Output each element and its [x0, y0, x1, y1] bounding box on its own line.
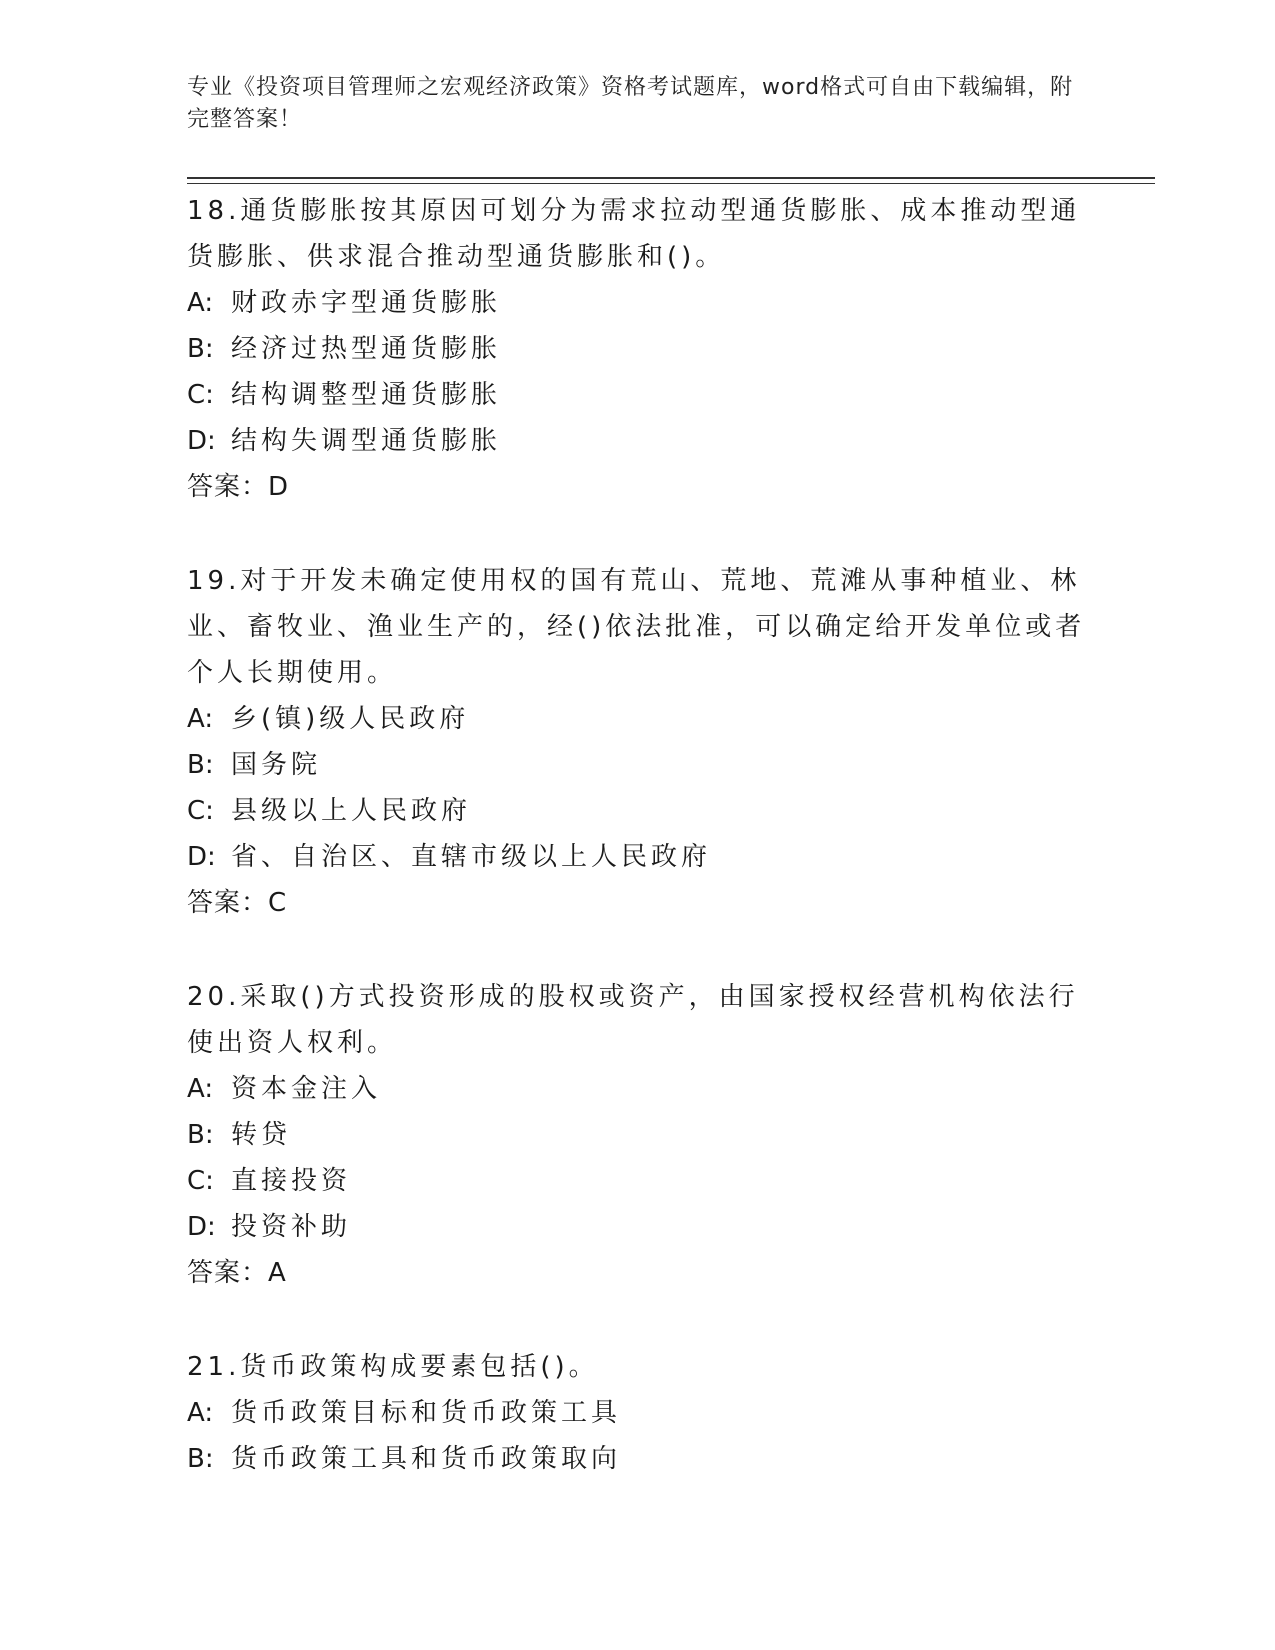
option-b: [187, 1112, 1087, 1158]
option-text: 省、自治区、直辖市级以上人民政府: [231, 842, 712, 872]
option-letter: A:: [187, 288, 214, 318]
question-stem: 20.采取()方式投资形成的股权或资产，由国家授权经营机构依法行使出资人权利。: [187, 982, 1079, 1058]
option-c: [187, 788, 1087, 834]
option-d: [187, 834, 1087, 880]
option-letter: B:: [187, 750, 214, 780]
option-letter: A:: [187, 704, 214, 734]
option-text: 结构调整型通货膨胀: [231, 380, 502, 410]
option-text: 货币政策工具和货币政策取向: [231, 1444, 622, 1474]
option-text: 县级以上人民政府: [231, 796, 472, 826]
option-c: [187, 372, 1087, 418]
question-stem: 19.对于开发未确定使用权的国有荒山、荒地、荒滩从事种植业、林业、畜牧业、渔业生产的，经()依法批准，可以确定给开发单位或者个人长期使用。: [187, 566, 1086, 688]
question-19: [187, 558, 1087, 926]
header-divider-thick: [187, 177, 1155, 179]
question-21: [187, 1344, 1087, 1482]
question-20: [187, 974, 1087, 1296]
option-text: 经济过热型通货膨胀: [231, 334, 502, 364]
option-letter: C:: [187, 796, 214, 826]
option-text: 结构失调型通货膨胀: [231, 426, 502, 456]
option-letter: D:: [187, 426, 216, 456]
option-text: 财政赤字型通货膨胀: [231, 288, 502, 318]
option-letter: B:: [187, 1444, 214, 1474]
document-header: 专业《投资项目管理师之宏观经济政策》资格考试题库，word格式可自由下载编辑，附完整答案！: [187, 75, 1074, 132]
answer-line: 答案：A: [187, 1258, 287, 1288]
question-18: [187, 188, 1087, 510]
answer-line: 答案：D: [187, 472, 290, 502]
option-a: [187, 1066, 1087, 1112]
option-a: [187, 280, 1087, 326]
option-text: 直接投资: [231, 1166, 352, 1196]
option-letter: D:: [187, 842, 216, 872]
question-stem: 18.通货膨胀按其原因可划分为需求拉动型通货膨胀、成本推动型通货膨胀、供求混合推动型通货膨胀和()。: [187, 196, 1081, 272]
option-d: [187, 1204, 1087, 1250]
option-text: 转贷: [231, 1120, 292, 1150]
option-text: 乡(镇)级人民政府: [231, 704, 470, 734]
option-a: [187, 696, 1087, 742]
option-text: 货币政策目标和货币政策工具: [231, 1398, 622, 1428]
option-letter: D:: [187, 1212, 216, 1242]
option-c: [187, 1158, 1087, 1204]
option-letter: A:: [187, 1398, 214, 1428]
option-text: 国务院: [231, 750, 322, 780]
question-stem: 21.货币政策构成要素包括()。: [187, 1352, 599, 1382]
option-letter: B:: [187, 1120, 214, 1150]
question-list: [187, 188, 1087, 1530]
option-letter: B:: [187, 334, 214, 364]
option-b: [187, 326, 1087, 372]
option-letter: C:: [187, 380, 214, 410]
option-b: [187, 1436, 1087, 1482]
option-letter: C:: [187, 1166, 214, 1196]
option-letter: A:: [187, 1074, 214, 1104]
option-text: 资本金注入: [231, 1074, 382, 1104]
option-d: [187, 418, 1087, 464]
option-text: 投资补助: [231, 1212, 352, 1242]
answer-line: 答案：C: [187, 888, 288, 918]
option-a: [187, 1390, 1087, 1436]
option-b: [187, 742, 1087, 788]
header-divider-thin: [187, 183, 1155, 184]
